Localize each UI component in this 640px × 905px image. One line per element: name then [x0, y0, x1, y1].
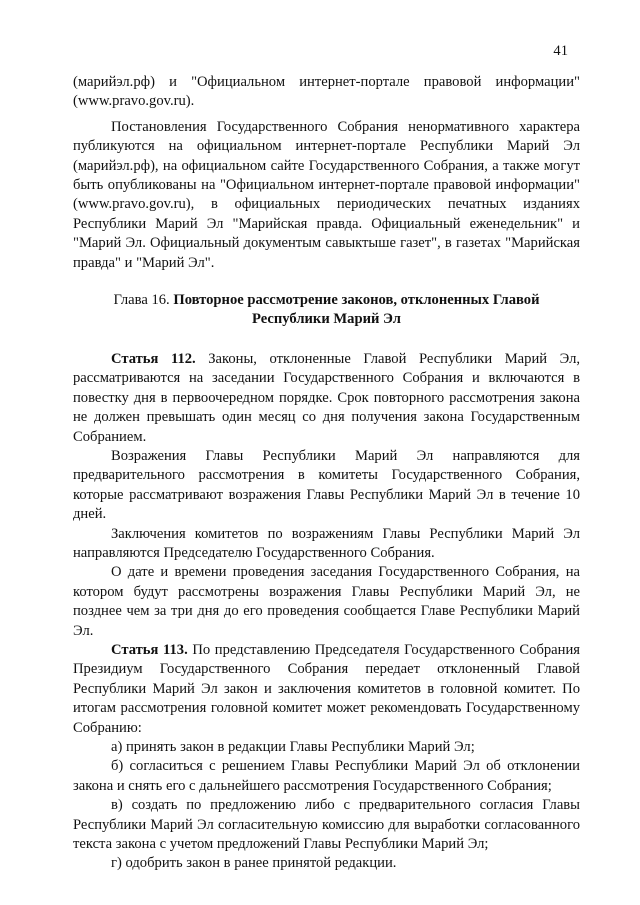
list-item-b: б) согласиться с решением Главы Республики Марий Эл об отклонении закона и снять его с дальнейшего рассмотрения Государственного Собрания;	[73, 758, 580, 794]
paragraph-resolutions: Постановления Государственного Собрания ненормативного характера публикуются на официальном интернет-портале Республики Марий Эл (марийэл.рф), на официальном сайте Государственного Собрания, а также могут быть опубликованы на "Официальном интернет-портале правовой информации" (www.pravo.gov.ru), в официальных периодических печатных изданиях Республики Марий Эл "Марийская правда. Официальный еженедельник" и "Марий Эл. Официальный документым савыктыше газет", в газетах "Марийская правда" и "Марий Эл".	[73, 118, 580, 271]
chapter-prefix: Глава 16.	[113, 292, 170, 309]
article-112-label: Статья 112.	[111, 350, 196, 367]
article-113-label: Статья 113.	[111, 641, 188, 658]
article-112-paragraph-2: Возражения Главы Республики Марий Эл направляются для предварительного рассмотрения в комитеты Государственного Собрания, которые рассматривают возражения Главы Республики Марий Эл в течение 10 дней.	[73, 447, 580, 523]
paragraph-intro: (марийэл.рф) и "Официальном интернет-портале правовой информации" (www.pravo.gov.ru).	[73, 74, 580, 110]
chapter-heading	[81, 291, 572, 330]
document-body	[73, 73, 580, 874]
chapter-title: Повторное рассмотрение законов, отклоненных Главой Республики Марий Эл	[173, 292, 540, 328]
article-112-paragraph-4: О дате и времени проведения заседания Государственного Собрания, на котором будут рассмотрены возражения Главы Республики Марий Эл, не позднее чем за три дня до его проведения сообщается Главе Республики Марий Эл.	[73, 564, 580, 639]
list-item-v: в) создать по предложению либо с предварительного согласия Главы Республики Марий Эл согласительную комиссию для выработки согласованного текста закона с учетом предложений Главы Республики Марий Эл;	[73, 797, 580, 853]
page-number: 41	[553, 43, 568, 59]
article-113-text: По представлению Председателя Государственного Собрания Президиум Государственного Собрания передает отклоненный Главой Республики Марий Эл закон и заключения комитетов в головной комитет. По итогам рассмотрения головной комитет может рекомендовать Государственному Собранию:	[73, 641, 580, 736]
article-112-paragraph-3: Заключения комитетов по возражениям Главы Республики Марий Эл направляются Председателю Государственного Собрания.	[73, 525, 580, 561]
article-112-text: Законы, отклоненные Главой Республики Марий Эл, рассматриваются на заседании Государственного Собрания и включаются в повестку дня в первоочередном порядке. Срок повторного рассмотрения закона не должен превышать один месяц со дня получения закона Государственным Собранием.	[73, 350, 581, 445]
list-item-a: а) принять закон в редакции Главы Республики Марий Эл;	[111, 739, 475, 755]
article-112	[73, 350, 580, 447]
list-item-g: г) одобрить закон в ранее принятой редакции.	[111, 855, 397, 872]
article-113	[73, 641, 580, 738]
